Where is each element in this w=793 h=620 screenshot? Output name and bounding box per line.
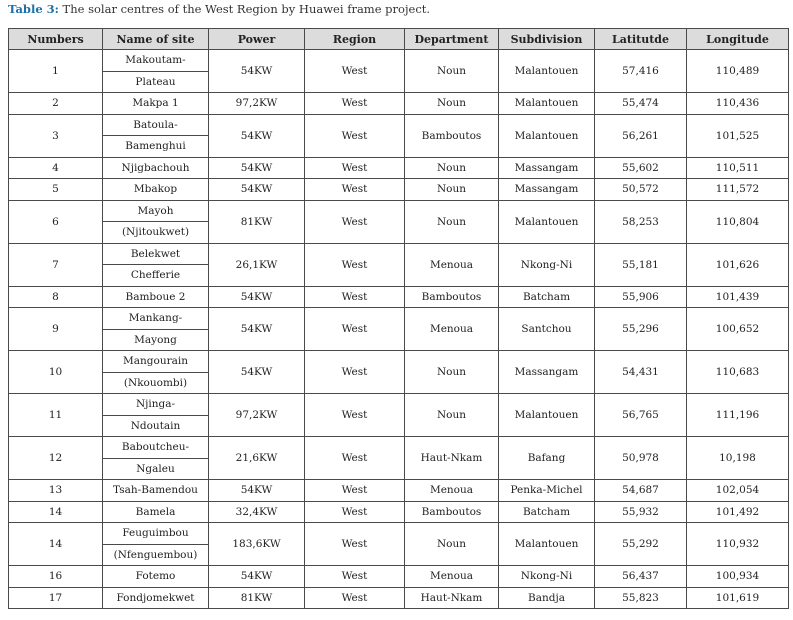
cell-number: 2 [9, 93, 103, 115]
cell-power: 54KW [209, 566, 305, 588]
cell-region: West [305, 308, 405, 351]
cell-latitude: 56,437 [595, 566, 687, 588]
cell-number: 12 [9, 437, 103, 480]
cell-number: 1 [9, 50, 103, 93]
cell-region: West [305, 286, 405, 308]
cell-site: Bamboue 2 [103, 286, 209, 308]
cell-site: Chefferie [103, 265, 209, 287]
cell-longitude: 101,525 [687, 114, 789, 157]
cell-department: Noun [405, 351, 499, 394]
cell-longitude: 101,626 [687, 243, 789, 286]
cell-site: Plateau [103, 71, 209, 93]
cell-power: 54KW [209, 286, 305, 308]
table-row [9, 157, 789, 179]
cell-longitude: 110,804 [687, 200, 789, 243]
cell-latitude: 54,687 [595, 480, 687, 502]
cell-longitude: 110,683 [687, 351, 789, 394]
cell-region: West [305, 200, 405, 243]
header-subdivision: Subdivision [499, 29, 595, 50]
cell-site: Mayong [103, 329, 209, 351]
cell-latitude: 55,474 [595, 93, 687, 115]
table-row [9, 437, 789, 459]
cell-number: 3 [9, 114, 103, 157]
cell-latitude: 57,416 [595, 50, 687, 93]
cell-site: Fotemo [103, 566, 209, 588]
cell-site: Bamenghui [103, 136, 209, 158]
table-row [9, 286, 789, 308]
cell-department: Bamboutos [405, 501, 499, 523]
cell-power: 54KW [209, 114, 305, 157]
cell-subdivision: Massangam [499, 157, 595, 179]
cell-site: Batoula- [103, 114, 209, 136]
cell-site: Mayoh [103, 200, 209, 222]
cell-subdivision: Malantouen [499, 114, 595, 157]
cell-subdivision: Malantouen [499, 394, 595, 437]
cell-power: 54KW [209, 179, 305, 201]
cell-longitude: 100,652 [687, 308, 789, 351]
cell-site: Ndoutain [103, 415, 209, 437]
table-caption-text: The solar centres of the West Region by Huawei frame project. [58, 2, 431, 16]
table-body [9, 50, 789, 609]
cell-region: West [305, 114, 405, 157]
cell-department: Menoua [405, 480, 499, 502]
cell-department: Noun [405, 394, 499, 437]
cell-site: (Nkouombi) [103, 372, 209, 394]
cell-department: Noun [405, 200, 499, 243]
cell-longitude: 110,511 [687, 157, 789, 179]
cell-site: Baboutcheu- [103, 437, 209, 459]
cell-department: Noun [405, 93, 499, 115]
cell-latitude: 50,572 [595, 179, 687, 201]
table-row [9, 587, 789, 609]
table-row [9, 243, 789, 265]
cell-number: 13 [9, 480, 103, 502]
cell-site: (Nfenguembou) [103, 544, 209, 566]
cell-site: Makpa 1 [103, 93, 209, 115]
cell-power: 32,4KW [209, 501, 305, 523]
cell-subdivision: Bandja [499, 587, 595, 609]
cell-number: 10 [9, 351, 103, 394]
cell-region: West [305, 394, 405, 437]
header-longitude: Longitude [687, 29, 789, 50]
cell-region: West [305, 157, 405, 179]
cell-site: Belekwet [103, 243, 209, 265]
cell-department: Noun [405, 523, 499, 566]
table-row [9, 50, 789, 72]
table-row [9, 93, 789, 115]
cell-subdivision: Malantouen [499, 93, 595, 115]
cell-latitude: 55,906 [595, 286, 687, 308]
cell-subdivision: Massangam [499, 351, 595, 394]
header-latitude: Latitutde [595, 29, 687, 50]
header-power: Power [209, 29, 305, 50]
table-row [9, 394, 789, 416]
cell-region: West [305, 587, 405, 609]
cell-department: Noun [405, 157, 499, 179]
solar-centres-table [8, 28, 789, 609]
cell-subdivision: Bafang [499, 437, 595, 480]
cell-power: 97,2KW [209, 93, 305, 115]
cell-site: Tsah-Bamendou [103, 480, 209, 502]
table-row [9, 179, 789, 201]
cell-region: West [305, 93, 405, 115]
cell-site: Njigbachouh [103, 157, 209, 179]
cell-number: 5 [9, 179, 103, 201]
cell-region: West [305, 501, 405, 523]
cell-subdivision: Malantouen [499, 50, 595, 93]
cell-department: Menoua [405, 566, 499, 588]
header-name-of-site: Name of site [103, 29, 209, 50]
header-region: Region [305, 29, 405, 50]
cell-site: Mbakop [103, 179, 209, 201]
cell-longitude: 101,619 [687, 587, 789, 609]
cell-latitude: 55,932 [595, 501, 687, 523]
cell-longitude: 110,932 [687, 523, 789, 566]
cell-site: Feuguimbou [103, 523, 209, 545]
table-caption [8, 1, 430, 17]
cell-number: 17 [9, 587, 103, 609]
header-row [9, 29, 789, 50]
cell-site: Ngaleu [103, 458, 209, 480]
cell-latitude: 50,978 [595, 437, 687, 480]
cell-latitude: 55,181 [595, 243, 687, 286]
cell-power: 97,2KW [209, 394, 305, 437]
cell-region: West [305, 566, 405, 588]
cell-department: Haut-Nkam [405, 587, 499, 609]
cell-power: 183,6KW [209, 523, 305, 566]
cell-number: 14 [9, 501, 103, 523]
cell-number: 11 [9, 394, 103, 437]
cell-power: 54KW [209, 480, 305, 502]
cell-region: West [305, 523, 405, 566]
cell-latitude: 55,296 [595, 308, 687, 351]
cell-subdivision: Batcham [499, 286, 595, 308]
cell-subdivision: Malantouen [499, 523, 595, 566]
cell-longitude: 100,934 [687, 566, 789, 588]
cell-department: Haut-Nkam [405, 437, 499, 480]
cell-latitude: 56,765 [595, 394, 687, 437]
cell-latitude: 58,253 [595, 200, 687, 243]
cell-power: 54KW [209, 351, 305, 394]
cell-power: 54KW [209, 308, 305, 351]
table-row [9, 566, 789, 588]
cell-number: 4 [9, 157, 103, 179]
cell-latitude: 55,823 [595, 587, 687, 609]
cell-latitude: 56,261 [595, 114, 687, 157]
cell-site: Njinga- [103, 394, 209, 416]
cell-power: 81KW [209, 200, 305, 243]
cell-power: 81KW [209, 587, 305, 609]
cell-latitude: 55,602 [595, 157, 687, 179]
cell-department: Menoua [405, 308, 499, 351]
cell-region: West [305, 437, 405, 480]
cell-department: Noun [405, 179, 499, 201]
cell-longitude: 10,198 [687, 437, 789, 480]
cell-subdivision: Nkong-Ni [499, 566, 595, 588]
cell-power: 54KW [209, 157, 305, 179]
cell-latitude: 55,292 [595, 523, 687, 566]
cell-longitude: 110,436 [687, 93, 789, 115]
cell-longitude: 102,054 [687, 480, 789, 502]
cell-number: 9 [9, 308, 103, 351]
cell-subdivision: Penka-Michel [499, 480, 595, 502]
header-department: Department [405, 29, 499, 50]
cell-number: 8 [9, 286, 103, 308]
cell-site: (Njitoukwet) [103, 222, 209, 244]
cell-longitude: 111,196 [687, 394, 789, 437]
cell-region: West [305, 179, 405, 201]
table-row [9, 501, 789, 523]
cell-subdivision: Nkong-Ni [499, 243, 595, 286]
table-row [9, 523, 789, 545]
cell-longitude: 101,439 [687, 286, 789, 308]
table-row [9, 480, 789, 502]
cell-subdivision: Massangam [499, 179, 595, 201]
table-row [9, 351, 789, 373]
cell-latitude: 54,431 [595, 351, 687, 394]
table-row [9, 200, 789, 222]
cell-department: Menoua [405, 243, 499, 286]
cell-number: 16 [9, 566, 103, 588]
cell-site: Makoutam- [103, 50, 209, 72]
cell-subdivision: Malantouen [499, 200, 595, 243]
cell-number: 7 [9, 243, 103, 286]
cell-department: Bamboutos [405, 286, 499, 308]
cell-subdivision: Batcham [499, 501, 595, 523]
cell-number: 14 [9, 523, 103, 566]
cell-site: Mankang- [103, 308, 209, 330]
table-row [9, 308, 789, 330]
cell-site: Mangourain [103, 351, 209, 373]
cell-longitude: 111,572 [687, 179, 789, 201]
cell-region: West [305, 480, 405, 502]
cell-power: 21,6KW [209, 437, 305, 480]
table-caption-label: Table 3: [8, 2, 59, 16]
cell-region: West [305, 243, 405, 286]
cell-region: West [305, 351, 405, 394]
cell-longitude: 101,492 [687, 501, 789, 523]
cell-power: 54KW [209, 50, 305, 93]
cell-department: Noun [405, 50, 499, 93]
cell-department: Bamboutos [405, 114, 499, 157]
cell-subdivision: Santchou [499, 308, 595, 351]
cell-site: Bamela [103, 501, 209, 523]
header-numbers: Numbers [9, 29, 103, 50]
cell-longitude: 110,489 [687, 50, 789, 93]
cell-region: West [305, 50, 405, 93]
cell-power: 26,1KW [209, 243, 305, 286]
table-row [9, 114, 789, 136]
cell-site: Fondjomekwet [103, 587, 209, 609]
cell-number: 6 [9, 200, 103, 243]
